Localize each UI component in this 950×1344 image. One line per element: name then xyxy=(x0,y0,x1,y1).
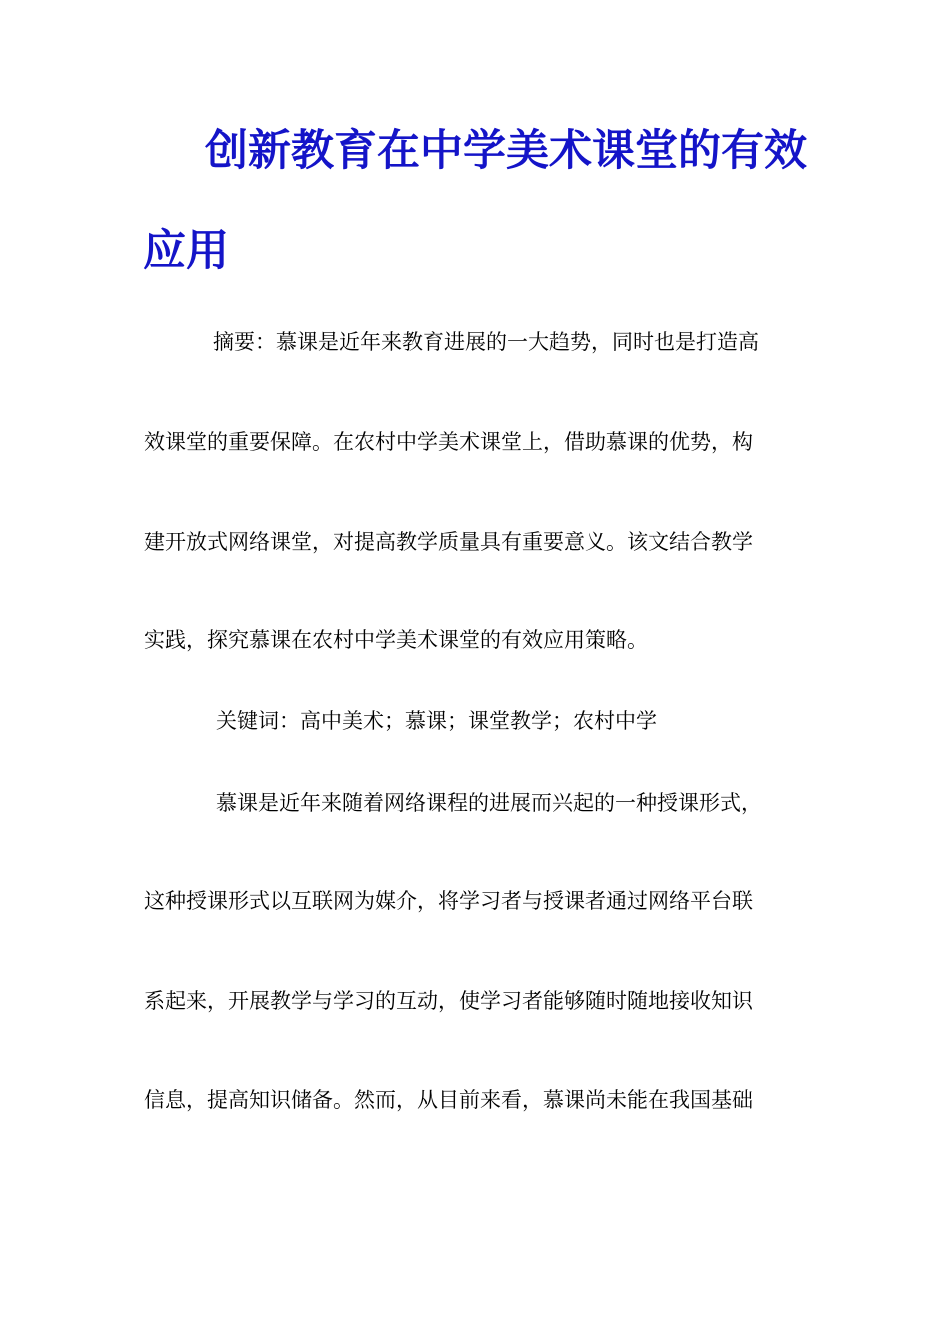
body-line-1: 慕课是近年来随着网络课程的进展而兴起的一种授课形式， xyxy=(216,791,762,815)
document-title-line-1: 创新教育在中学美术课堂的有效 xyxy=(205,126,807,176)
document-title-line-2: 应用 xyxy=(143,226,229,276)
abstract-line-2: 效课堂的重要保障。在农村中学美术课堂上，借助慕课的优势，构 xyxy=(144,430,753,454)
keywords-line: 关键词：高中美术；慕课；课堂教学；农村中学 xyxy=(216,709,657,733)
abstract-line-1: 摘要：慕课是近年来教育进展的一大趋势，同时也是打造高 xyxy=(213,330,759,354)
abstract-line-4: 实践，探究慕课在农村中学美术课堂的有效应用策略。 xyxy=(144,628,648,652)
body-line-3: 系起来，开展教学与学习的互动，使学习者能够随时随地接收知识 xyxy=(144,989,753,1013)
body-line-2: 这种授课形式以互联网为媒介，将学习者与授课者通过网络平台联 xyxy=(144,889,753,913)
body-line-4: 信息，提高知识储备。然而，从目前来看，慕课尚未能在我国基础 xyxy=(144,1088,753,1112)
abstract-line-3: 建开放式网络课堂，对提高教学质量具有重要意义。该文结合教学 xyxy=(144,530,753,554)
